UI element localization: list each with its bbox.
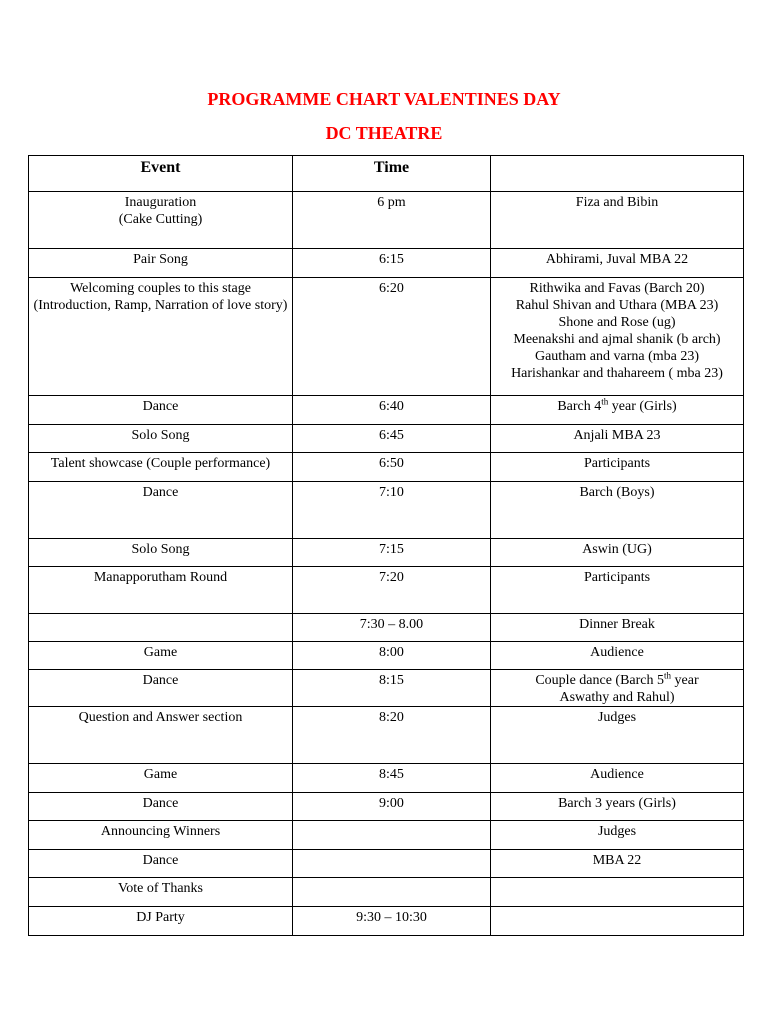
event-text: Game <box>143 645 178 660</box>
event-text: Manapporutham Round <box>93 570 228 585</box>
event-text: (Cake Cutting) <box>118 212 203 227</box>
table-row <box>29 192 744 249</box>
table-row <box>29 642 744 670</box>
table-row <box>29 821 744 850</box>
performer-cell <box>491 878 744 907</box>
table-row <box>29 793 744 821</box>
time-cell: 8:00 <box>293 642 491 670</box>
table-row <box>29 907 744 936</box>
event-text: DJ Party <box>136 910 185 925</box>
event-cell <box>29 539 293 567</box>
performer-text-part: year <box>671 673 699 688</box>
table-row <box>29 539 744 567</box>
header-performers <box>491 156 744 192</box>
table-row <box>29 707 744 764</box>
time-cell: 7:10 <box>293 482 491 539</box>
performer-text: Participants <box>583 570 651 585</box>
event-cell <box>29 614 293 642</box>
time-cell: 9:00 <box>293 793 491 821</box>
performer-text: Shone and Rose (ug) <box>558 315 676 330</box>
event-text: Dance <box>142 673 179 688</box>
table-row <box>29 614 744 642</box>
event-cell <box>29 453 293 482</box>
event-cell <box>29 642 293 670</box>
time-cell: 9:30 – 10:30 <box>293 907 491 936</box>
performer-cell <box>491 764 744 793</box>
time-cell: 7:30 – 8.00 <box>293 614 491 642</box>
performer-text: Judges <box>597 710 637 725</box>
event-cell <box>29 482 293 539</box>
performer-cell <box>491 793 744 821</box>
performer-cell <box>491 425 744 453</box>
header-time: Time <box>293 156 491 192</box>
performer-cell <box>491 249 744 278</box>
event-text: Vote of Thanks <box>117 881 204 896</box>
programme-table <box>28 155 744 936</box>
event-text: Question and Answer section <box>78 710 243 725</box>
event-text: Dance <box>142 485 179 500</box>
performer-text <box>495 398 739 415</box>
performer-cell <box>491 850 744 878</box>
performer-text-part: Barch 4 <box>557 399 602 414</box>
event-cell <box>29 425 293 453</box>
performer-cell <box>491 539 744 567</box>
event-cell <box>29 567 293 614</box>
time-cell: 6:20 <box>293 278 491 396</box>
performer-text: Aswathy and Rahul) <box>559 690 675 705</box>
table-row <box>29 567 744 614</box>
time-cell <box>293 878 491 907</box>
event-cell <box>29 821 293 850</box>
table-row <box>29 850 744 878</box>
table-body <box>29 192 744 936</box>
performer-cell <box>491 453 744 482</box>
performer-cell <box>491 707 744 764</box>
performer-text: Rithwika and Favas (Barch 20) <box>529 281 705 296</box>
time-cell: 6 pm <box>293 192 491 249</box>
page-subtitle: DC THEATRE <box>325 123 443 143</box>
time-cell: 8:45 <box>293 764 491 793</box>
performer-cell <box>491 278 744 396</box>
time-cell: 8:15 <box>293 670 491 707</box>
performer-text: Harishankar and thahareem ( mba 23) <box>511 366 723 381</box>
performer-text: Barch (Boys) <box>579 485 655 500</box>
event-text: Inauguration <box>124 195 197 210</box>
performer-text: Audience <box>590 767 644 782</box>
performer-text-part: Couple dance (Barch 5 <box>535 673 665 688</box>
performer-text: Dinner Break <box>579 617 655 632</box>
table-row <box>29 425 744 453</box>
time-cell: 8:20 <box>293 707 491 764</box>
ordinal-suffix: th <box>601 396 609 407</box>
performer-text: Gautham and varna (mba 23) <box>534 349 700 364</box>
performer-cell <box>491 482 744 539</box>
performer-text: Anjali MBA 23 <box>573 428 661 443</box>
event-cell <box>29 192 293 249</box>
performer-cell <box>491 396 744 425</box>
performer-cell <box>491 821 744 850</box>
event-text: Dance <box>142 399 179 414</box>
event-text: Talent showcase (Couple performance) <box>50 456 271 471</box>
time-cell: 6:40 <box>293 396 491 425</box>
table-row <box>29 764 744 793</box>
performer-text: Abhirami, Juval MBA 22 <box>545 252 689 267</box>
performer-text <box>495 672 739 689</box>
event-text: Game <box>143 767 178 782</box>
ordinal-suffix: th <box>664 670 672 681</box>
performer-text: Audience <box>590 645 644 660</box>
performer-text: MBA 22 <box>592 853 642 868</box>
event-text: Solo Song <box>131 542 190 557</box>
event-cell <box>29 793 293 821</box>
table-row <box>29 453 744 482</box>
event-cell <box>29 878 293 907</box>
performer-text: Barch 3 years (Girls) <box>558 796 676 811</box>
event-cell <box>29 670 293 707</box>
event-cell <box>29 907 293 936</box>
table-row <box>29 249 744 278</box>
time-cell: 7:15 <box>293 539 491 567</box>
time-cell: 6:15 <box>293 249 491 278</box>
performer-cell <box>491 567 744 614</box>
event-cell <box>29 764 293 793</box>
performer-cell <box>491 670 744 707</box>
performer-text: Participants <box>583 456 651 471</box>
performer-cell <box>491 614 744 642</box>
event-text: Dance <box>142 796 179 811</box>
time-cell <box>293 850 491 878</box>
performer-text: Aswin (UG) <box>582 542 652 557</box>
performer-text-part: year (Girls) <box>608 399 677 414</box>
performer-text: Rahul Shivan and Uthara (MBA 23) <box>515 298 719 313</box>
event-cell <box>29 249 293 278</box>
time-cell <box>293 821 491 850</box>
time-cell: 6:45 <box>293 425 491 453</box>
event-cell <box>29 396 293 425</box>
time-cell: 7:20 <box>293 567 491 614</box>
performer-cell <box>491 642 744 670</box>
page-title: PROGRAMME CHART VALENTINES DAY <box>207 89 561 109</box>
header-event: Event <box>29 156 293 192</box>
event-cell <box>29 707 293 764</box>
table-row <box>29 670 744 707</box>
event-cell <box>29 278 293 396</box>
time-cell: 6:50 <box>293 453 491 482</box>
performer-text: Fiza and Bibin <box>575 195 659 210</box>
performer-cell <box>491 907 744 936</box>
table-header-row <box>29 156 744 192</box>
table-row <box>29 482 744 539</box>
event-text: Welcoming couples to this stage (Introduction, Ramp, Narration of love story) <box>33 281 288 313</box>
event-text: Solo Song <box>131 428 190 443</box>
table-row <box>29 278 744 396</box>
performer-text: Judges <box>597 824 637 839</box>
table-row <box>29 878 744 907</box>
table-row <box>29 396 744 425</box>
event-text: Announcing Winners <box>100 824 221 839</box>
event-text: Dance <box>142 853 179 868</box>
event-text: Pair Song <box>133 252 188 267</box>
event-cell <box>29 850 293 878</box>
performer-cell <box>491 192 744 249</box>
performer-text: Meenakshi and ajmal shanik (b arch) <box>513 332 721 347</box>
